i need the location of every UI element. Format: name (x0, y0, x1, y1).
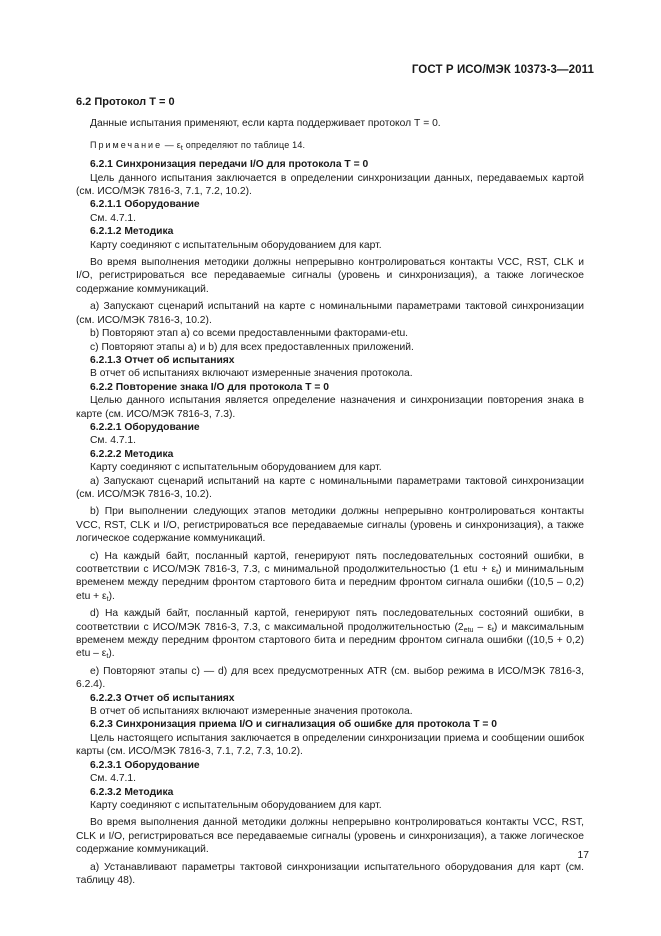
page-content (76, 96, 584, 887)
section-6-2-3-1-title: 6.2.3.1 Оборудование (90, 759, 200, 771)
section-6-2-3-1-text: См. 4.7.1. (90, 773, 136, 785)
section-6-2-1-2-p2: Во время выполнения методики должны непрерывно контролироваться контакты VCC, RST, CLK и I/O, регистрироваться все передаваемые сигналы (уровень и синхронизация), а также логическое содержание коммуникаций. (76, 257, 584, 295)
section-6-2-3-2-item-a: a) Устанавливают параметры тактовой синхронизации испытательного оборудования для карт (см. таблицу 48). (76, 861, 584, 886)
item-d-part2: – ε (473, 621, 492, 633)
section-6-2-2-2-p1: Карту соединяют с испытательным оборудованием для карт. (90, 462, 382, 474)
section-6-2-2-text: Целью данного испытания является определение назначения и синхронизации повторения знака в карте (см. ИСО/МЭК 7816-3, 7.3). (76, 395, 584, 420)
document-id-header: ГОСТ Р ИСО/МЭК 10373-3—2011 (411, 64, 594, 76)
section-6-2-1-3-text: В отчет об испытаниях включают измеренные значения протокола. (90, 368, 413, 380)
item-d-part3: ) и максимальным временем между передним фронтом стартового бита и передним фронтом сигнала ошибки ((10,5 + 0,2) etu – ε (76, 621, 584, 660)
section-6-2-2-3-title: 6.2.2.3 Отчет об испытаниях (90, 692, 235, 704)
section-6-2-2-2-item-e: e) Повторяют этапы c) — d) для всех предусмотренных ATR (см. выбор режима в ИСО/МЭК 7816-3, 6.2.4). (76, 665, 584, 691)
section-6-2-2-1-text: См. 4.7.1. (90, 435, 136, 447)
item-d-sub2: t (106, 653, 109, 661)
item-c-part3: ). (108, 590, 115, 602)
note-rest: определяют по таблице 14. (183, 139, 306, 150)
item-c-sub1: t (496, 569, 499, 576)
section-6-2-2-2-item-b: b) При выполнении следующих этапов методики должны непрерывно контролироваться контакты VCC, RST, CLK и I/O, регистрироваться все передаваемые сигналы (уровень и синхронизация), а также логическое содержание коммуникаций. (76, 506, 584, 545)
section-6-2-1-title: 6.2.1 Синхронизация передачи I/O для протокола Т = 0 (90, 159, 369, 171)
section-6-2-2-2-title: 6.2.2.2 Методика (90, 448, 174, 460)
section-6-2-1-text: Цель данного испытания заключается в определении синхронизации данных, передаваемых картой (см. ИСО/МЭК 7816-3, 7.1, 7.2, 10.2). (76, 172, 584, 198)
section-6-2-title: 6.2 Протокол Т = 0 (76, 96, 175, 108)
section-6-2-text: Данные испытания применяют, если карта поддерживает протокол Т = 0. (90, 118, 441, 130)
section-6-2-3-title: 6.2.3 Синхронизация приема I/O и сигнализация об ошибке для протокола Т = 0 (90, 719, 497, 731)
item-d-sub1: t (491, 626, 494, 634)
item-c-part1: c) На каждый байт, посланный картой, генерируют пять последовательных состояний ошибки, в соответствии с ИСО/МЭК 7816-3, 7.3, с минимальной продолжительностью (1 etu + ε (76, 550, 584, 575)
section-6-2-1-2-title: 6.2.1.2 Методика (90, 226, 174, 238)
section-6-2-3-2-p2: Во время выполнения данной методики должны непрерывно контролироваться контакты VCC, RST, CLK и I/O, регистрироваться все передаваемые сигналы (уровень и синхронизация), а также логическое содержание коммуникаций. (76, 817, 584, 856)
section-6-2-2-2-item-c (76, 550, 584, 604)
section-6-2-1-3-title: 6.2.1.3 Отчет об испытаниях (90, 354, 235, 366)
section-6-2-1-1-text: См. 4.7.1. (90, 212, 136, 224)
note (76, 139, 584, 152)
section-6-2-2-3-text: В отчет об испытаниях включают измеренные значения протокола. (90, 706, 413, 718)
section-6-2-2-2-item-a: a) Запускают сценарий испытаний на карте с номинальными параметрами тактовой синхронизации (см. ИСО/МЭК 7816-3, 10.2). (76, 475, 584, 500)
item-d-part1: d) На каждый байт, посланный картой, генерируют пять последовательных состояний ошибки, в соответствии с ИСО/МЭК 7816-3, 7.3, с максимальной продолжительностью (2 (76, 608, 584, 633)
section-6-2-3-2-p1: Карту соединяют с испытательным оборудованием для карт. (90, 799, 382, 811)
item-c-part2: ) и минимальным временем между передним фронтом стартового бита и передним фронтом сигнала ошибки ((10,5 – 0,2) etu + ε (76, 564, 584, 602)
section-6-2-1-1-title: 6.2.1.1 Оборудование (90, 199, 200, 211)
note-text: — ε (162, 139, 181, 150)
note-sub: t (180, 144, 184, 152)
section-6-2-1-2-item-a: a) Запускают сценарий испытаний на карте с номинальными параметрами тактовой синхронизации (см. ИСО/МЭК 7816-3, 10.2). (76, 301, 584, 326)
note-label: Примечание (90, 139, 163, 150)
section-6-2-1-2-item-b: b) Повторяют этап a) со всеми предоставленными факторами-etu. (90, 328, 409, 340)
section-6-2-2-2-item-d (76, 607, 584, 661)
section-6-2-1-2-item-c: c) Повторяют этапы a) и b) для всех предоставленных приложений. (90, 341, 414, 353)
item-d-sub0: etu (463, 626, 474, 634)
section-6-2-2-title: 6.2.2 Повторение знака I/O для протокола Т = 0 (90, 381, 330, 393)
section-6-2-3-text: Цель настоящего испытания заключается в определении синхронизации приема и сообщении ошибок карты (см. ИСО/МЭК 7816-3, 7.1, 7.2, 7.3, 10.2). (76, 732, 584, 758)
section-6-2-3-2-title: 6.2.3.2 Методика (90, 786, 174, 798)
item-c-sub2: t (106, 595, 109, 603)
section-6-2-2-1-title: 6.2.2.1 Оборудование (90, 421, 200, 433)
section-6-2-1-2-p1: Карту соединяют с испытательным оборудованием для карт. (90, 239, 382, 251)
item-d-part4: ). (108, 648, 115, 660)
page-number: 17 (577, 850, 589, 861)
